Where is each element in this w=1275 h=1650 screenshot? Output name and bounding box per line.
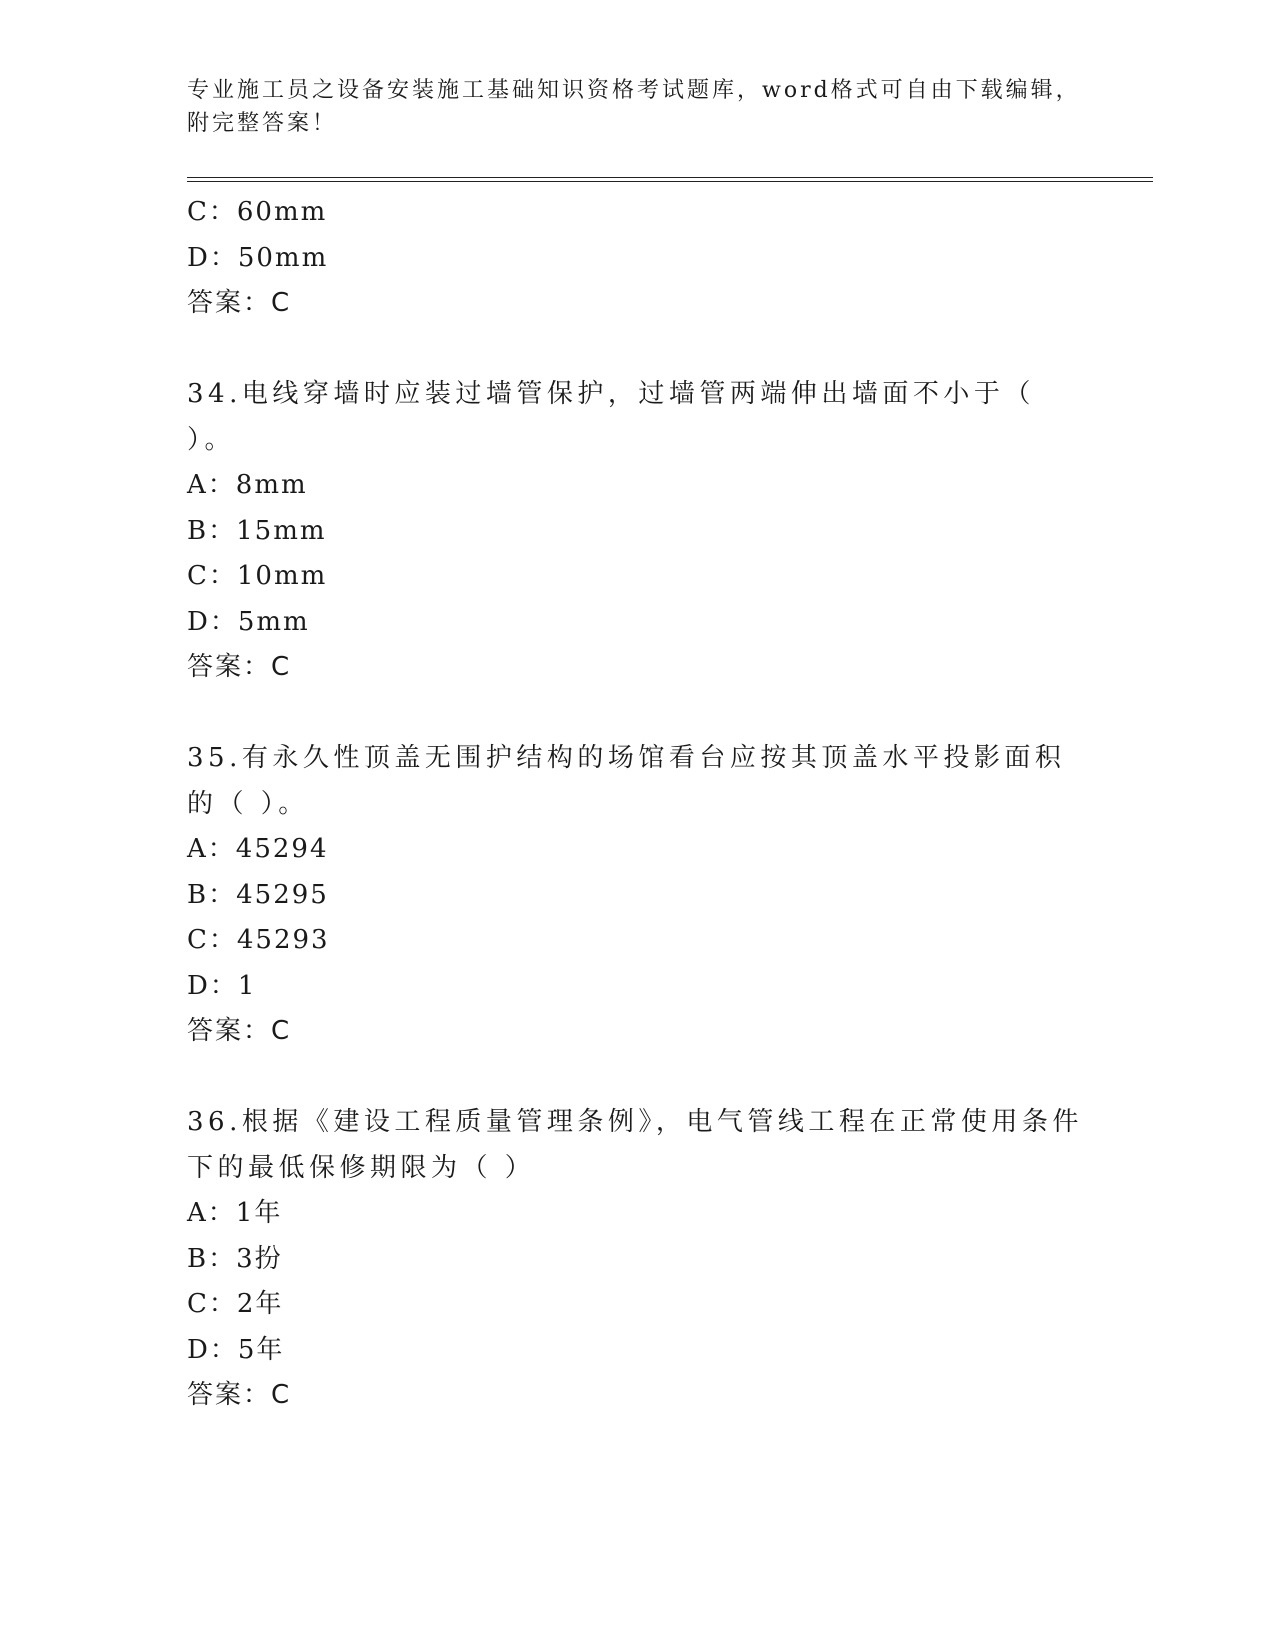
spacer	[187, 691, 1087, 737]
question-content	[187, 190, 1087, 1419]
option-b: B：45295	[187, 879, 329, 910]
option-c: C：60mm	[187, 197, 328, 227]
option-a: A：1年	[187, 1198, 283, 1228]
answer-line: 答案：C	[187, 1016, 292, 1046]
spacer	[187, 327, 1087, 373]
option-a: A：8mm	[187, 470, 308, 500]
option-a: A：45294	[187, 834, 329, 864]
question-stem: 36.根据《建设工程质量管理条例》，电气管线工程在正常使用条件下的最低保修期限为（ ）	[187, 1107, 1083, 1183]
answer-line: 答案：C	[187, 288, 292, 318]
header-rule-bottom	[187, 181, 1153, 182]
question-stem: 34.电线穿墙时应装过墙管保护，过墙管两端伸出墙面不小于（ ）。	[187, 379, 1035, 455]
option-c: C：2年	[187, 1289, 284, 1319]
option-d: D：5年	[187, 1334, 285, 1365]
option-c: C：45293	[187, 925, 330, 955]
answer-line: 答案：C	[187, 1380, 292, 1410]
option-d: D：50mm	[187, 242, 329, 273]
option-d: D：5mm	[187, 606, 310, 637]
option-b: B：3扮	[187, 1243, 283, 1274]
option-d: D：1	[187, 970, 257, 1001]
question-stem: 35.有永久性顶盖无围护结构的场馆看台应按其顶盖水平投影面积的（ ）。	[187, 743, 1066, 819]
option-c: C：10mm	[187, 561, 328, 591]
option-b: B：15mm	[187, 515, 327, 546]
document-header: 专业施工员之设备安装施工基础知识资格考试题库，word格式可自由下载编辑，附完整答案！	[187, 78, 1081, 136]
spacer	[187, 1055, 1087, 1101]
header-rule-top	[187, 177, 1153, 178]
answer-line: 答案：C	[187, 652, 292, 682]
